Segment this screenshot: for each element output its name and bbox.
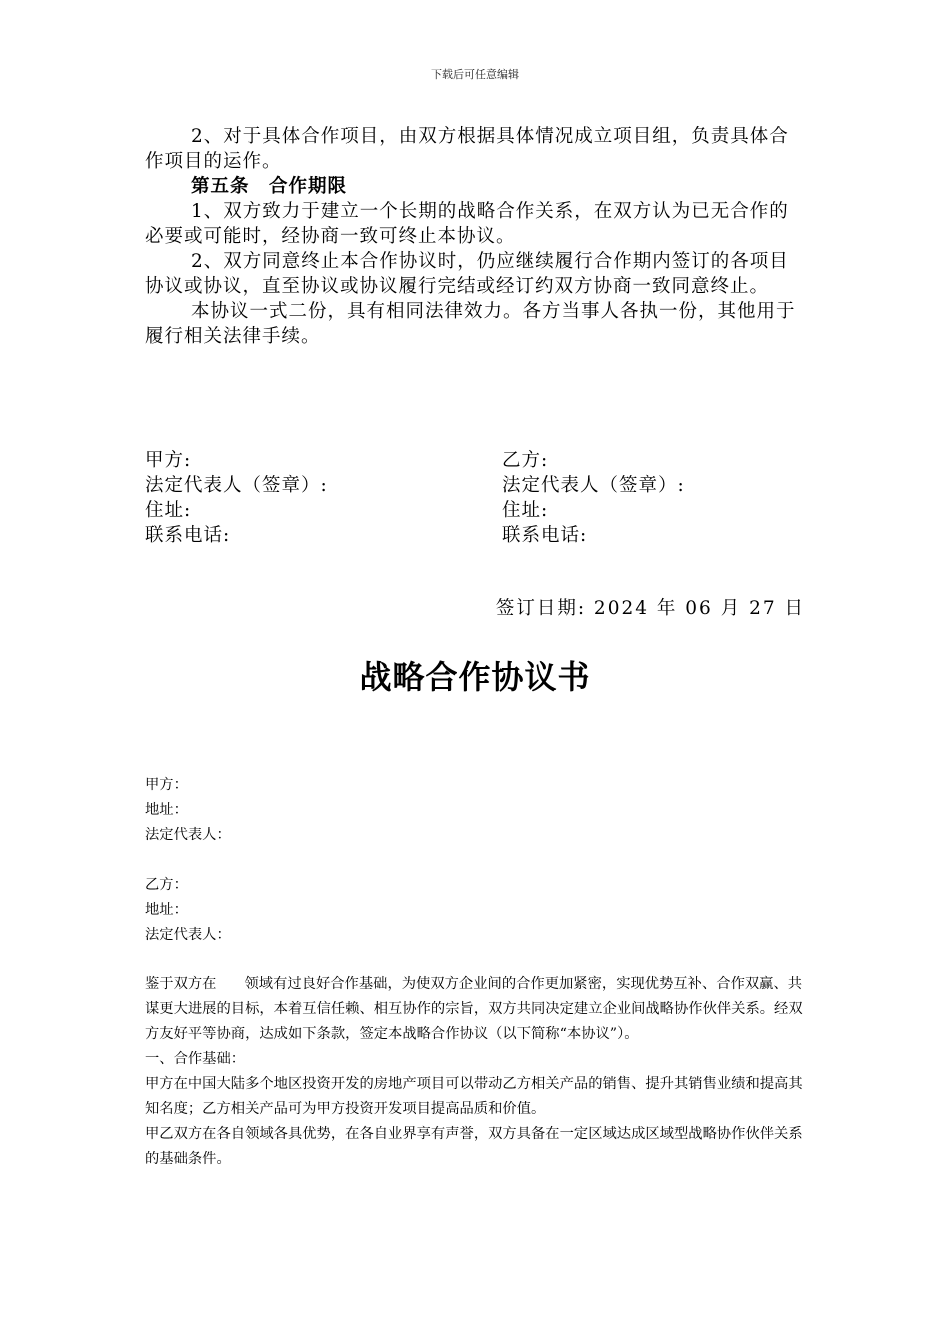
party-b-label: 乙方：	[145, 877, 188, 893]
section-paragraph: 甲乙双方在各自领域各具优势，在各自业界享有声誉，双方具备在一定区域达成区域型战略协作伙伴关系的基础条件。	[145, 1126, 803, 1167]
article-heading: 第五条 合作期限	[191, 176, 348, 197]
party-b-representative: 法定代表人（签章）:	[502, 475, 685, 496]
clause-paragraph: 2、双方同意终止本合作协议时，仍应继续履行合作期内签订的各项目协议或协议，直至协议或协议履行完结或经订约双方协商一致同意终止。	[145, 251, 789, 297]
party-b-address: 地址：	[145, 902, 188, 918]
party-a-address: 住址:	[145, 500, 192, 521]
party-b-info	[145, 873, 807, 948]
section-heading: 一、合作基础：	[145, 1051, 246, 1067]
agreement-body	[145, 972, 807, 1172]
party-a-representative: 法定代表人：	[145, 827, 231, 843]
party-a-representative: 法定代表人（签章）:	[145, 475, 328, 496]
signature-block	[145, 448, 805, 548]
intro-prefix: 鉴于双方在	[145, 976, 217, 992]
party-b-representative: 法定代表人：	[145, 927, 231, 943]
page-header: 下载后可任意编辑	[431, 68, 519, 81]
intro-text: 领域有过良好合作基础，为使双方企业间的合作更加紧密，实现优势互补、合作双赢、共谋更大进展的目标，本着互信任赖、相互协作的宗旨，双方共同决定建立企业间战略协作伙伴关系。经双方友好平等协商，达成如下条款，签定本战略合作协议（以下简称“本协议”）。	[145, 976, 803, 1042]
clause-paragraph: 1、双方致力于建立一个长期的战略合作关系，在双方认为已无合作的必要或可能时，经协商一致可终止本协议。	[145, 201, 789, 247]
party-a-address: 地址：	[145, 802, 188, 818]
clause-paragraph: 本协议一式二份，具有相同法律效力。各方当事人各执一份，其他用于履行相关法律手续。	[145, 301, 796, 347]
document-title: 战略合作协议书	[359, 658, 591, 696]
party-a-label: 甲方：	[145, 777, 188, 793]
intro-paragraph	[145, 972, 807, 1047]
signing-date: 签订日期: 2024 年 06 月 27 日	[495, 598, 805, 619]
clause-paragraph: 2、对于具体合作项目，由双方根据具体情况成立项目组，负责具体合作项目的运作。	[145, 126, 789, 172]
party-b-label: 乙方:	[502, 450, 549, 471]
party-a-info	[145, 773, 807, 848]
agreement-clauses	[145, 124, 805, 349]
section-paragraph: 甲方在中国大陆多个地区投资开发的房地产项目可以带动乙方相关产品的销售、提升其销售业绩和提高其知名度；乙方相关产品可为甲方投资开发项目提高品质和价值。	[145, 1076, 803, 1117]
party-a-label: 甲方:	[145, 450, 192, 471]
party-a-phone: 联系电话:	[145, 525, 231, 546]
party-b-phone: 联系电话:	[502, 525, 588, 546]
party-b-address: 住址:	[502, 500, 549, 521]
